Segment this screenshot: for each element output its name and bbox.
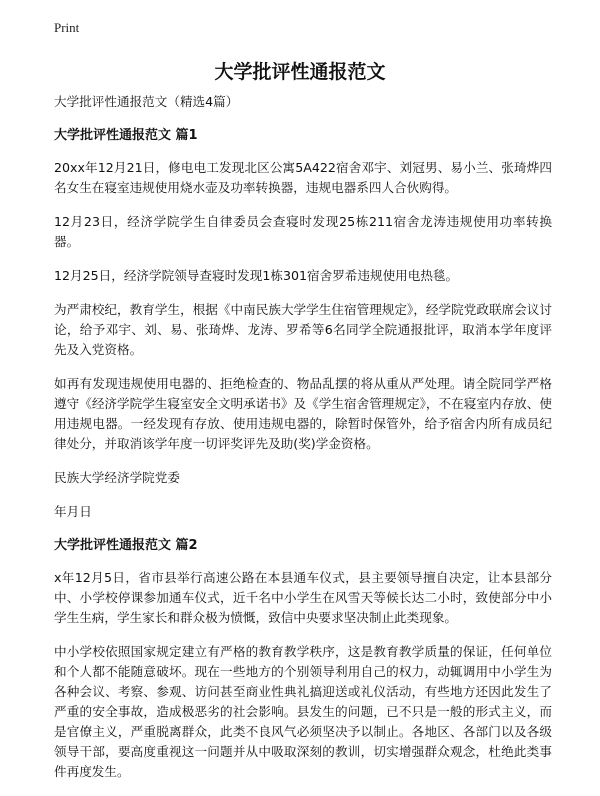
paragraph: 20xx年12月21日，修电电工发现北区公寓5A422宿舍邓宇、刘冠男、易小兰、张琦烨四名女生在寝室违规使用烧水壶及功率转换器，违规电器系四人合伙购得。	[54, 160, 552, 195]
section-heading-1: 大学批评性通报范文 篇1	[54, 128, 198, 143]
section-heading-2: 大学批评性通报范文 篇2	[54, 538, 198, 553]
paragraph: 中小学校依照国家规定建立有严格的教育教学秩序，这是教育教学质量的保证，任何单位和个人都不能随意破坏。现在一些地方的个别领导利用自己的权力，动辄调用中小学生为各种会议、考察、参观、访问甚至商业性典礼搞迎送或礼仪活动，有些地方还因此发生了严重的安全事故，造成极恶劣的社会影响。县发生的问题，已不只是一般的形式主义，而是官僚主义，严重脱离群众，此类不良风气必须坚决予以制止。各地区、各部门以及各级领导干部，要高度重视这一问题并从中吸取深刻的教训，切实增强群众观念，杜绝此类事件再度发生。	[54, 644, 552, 779]
paragraph: 12月23日，经济学院学生自律委员会查寝时发现25栋211宿舍龙涛违规使用功率转换器。	[54, 214, 552, 249]
paragraph: 12月25日，经济学院领导查寝时发现1栋301宿舍罗希违规使用电热毯。	[54, 268, 459, 283]
paragraph: 如再有发现违规使用电器的、拒绝检查的、物品乱摆的将从重从严处理。请全院同学严格遵守《经济学院学生寝室安全文明承诺书》及《学生宿舍管理规定》，不在寝室内存放、使用违规电器。一经发现有存放、使用违规电器的，除暂时保管外，给予宿舍内所有成员纪律处分，并取消该学年度一切评奖评先及助(奖)学金资格。	[54, 376, 552, 451]
paragraph: x年12月5日，省市县举行高速公路在本县通车仪式，县主要领导擅自决定，让本县部分中、小学校停课参加通车仪式，近千名中小学生在风雪天等候长达二小时，致使部分中小学生生病，学生家长和群众极为愤慨，致信中央要求坚决制止此类现象。	[54, 570, 552, 625]
document-body	[54, 92, 552, 796]
paragraph: 为严肃校纪，教育学生，根据《中南民族大学学生住宿管理规定》，经学院党政联席会议讨论，给予邓宇、刘、易、张琦烨、龙涛、罗希等6名同学全院通报批评，取消本学年度评先及入党资格。	[54, 302, 552, 357]
signature-organization: 民族大学经济学院党委	[54, 470, 180, 485]
signature-date: 年月日	[54, 504, 92, 519]
document-title: 大学批评性通报范文	[214, 61, 386, 83]
print-link[interactable]: Print	[54, 20, 80, 35]
document-subtitle: 大学批评性通报范文（精选4篇）	[54, 94, 239, 109]
